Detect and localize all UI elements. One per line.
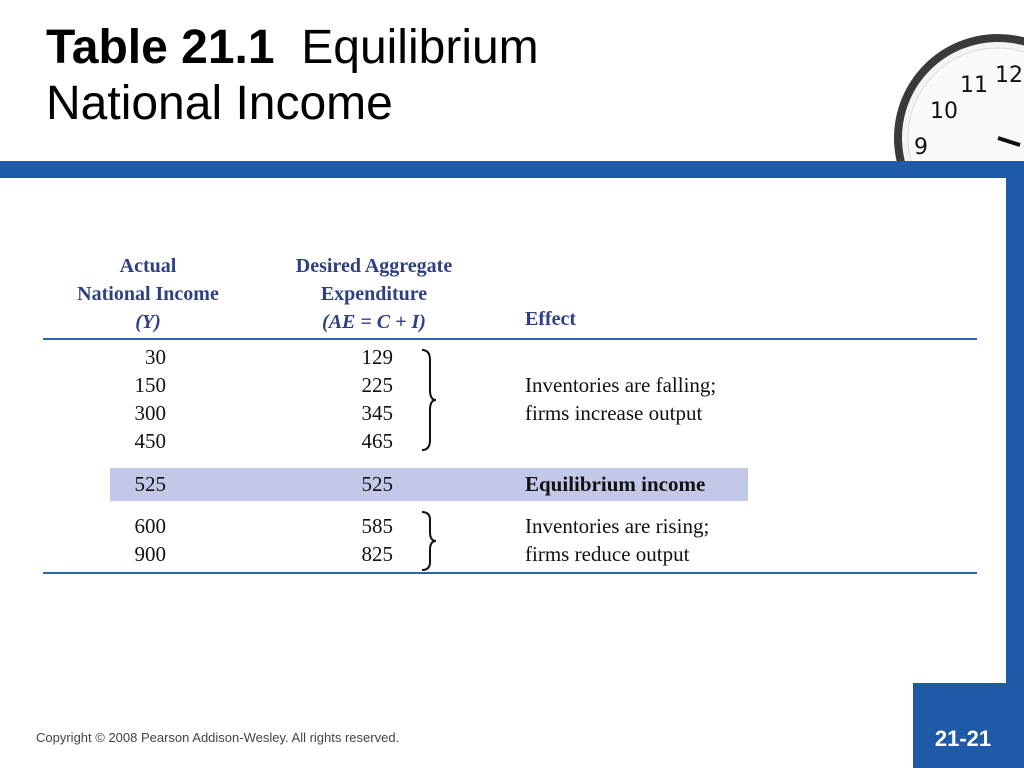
cell-income: 450 <box>134 429 166 453</box>
cell-ae: 345 <box>361 401 393 425</box>
title-text: Equilibrium <box>301 21 539 74</box>
title-table-number: Table 21.1 <box>46 21 275 74</box>
header-line: National Income <box>77 283 219 305</box>
cell-ae: 825 <box>361 542 393 566</box>
clock-numeral-11: 11 <box>960 73 988 98</box>
cell-income: 30 <box>145 345 166 369</box>
copyright-text: Copyright © 2008 Pearson Addison-Wesley. All rights reserved. <box>36 730 400 745</box>
top-accent-bar <box>0 161 1024 178</box>
clock-numeral-10: 10 <box>930 99 958 124</box>
header-rule <box>43 338 977 340</box>
effect-text: firms reduce output <box>525 542 690 566</box>
title-text-line2: National Income <box>46 77 393 130</box>
effect-text-equilibrium: Equilibrium income <box>525 472 706 496</box>
header-line: (AE = C + I) <box>322 311 426 333</box>
header-effect: Effect <box>525 308 577 330</box>
brace-icon <box>418 510 438 572</box>
clock-image <box>880 20 1024 164</box>
cell-income: 525 <box>134 472 166 496</box>
header-line: Desired Aggregate <box>295 255 453 277</box>
header-line: Actual <box>119 255 177 277</box>
header-desired-ae <box>270 252 478 336</box>
cell-income: 300 <box>134 401 166 425</box>
header-line: (Y) <box>135 311 161 333</box>
cell-ae: 465 <box>361 429 393 453</box>
header-line: Expenditure <box>320 283 428 305</box>
slide-number: 21-21 <box>934 726 992 751</box>
cell-income: 600 <box>134 514 166 538</box>
cell-income: 900 <box>134 542 166 566</box>
brace-icon <box>418 348 438 452</box>
header-actual-income <box>60 252 236 336</box>
effect-text: Inventories are falling; <box>525 373 717 397</box>
effect-text: Inventories are rising; <box>525 514 710 538</box>
cell-income: 150 <box>134 373 166 397</box>
effect-text: firms increase output <box>525 401 703 425</box>
clock-numeral-12: 12 <box>995 63 1023 88</box>
cell-ae: 525 <box>361 472 393 496</box>
cell-ae: 225 <box>361 373 393 397</box>
right-accent-bar <box>1006 178 1024 768</box>
clock-numeral-9: 9 <box>914 135 928 160</box>
cell-ae: 585 <box>361 514 393 538</box>
cell-ae: 129 <box>361 345 393 369</box>
footer-rule <box>43 572 977 574</box>
slide-title <box>46 20 846 132</box>
